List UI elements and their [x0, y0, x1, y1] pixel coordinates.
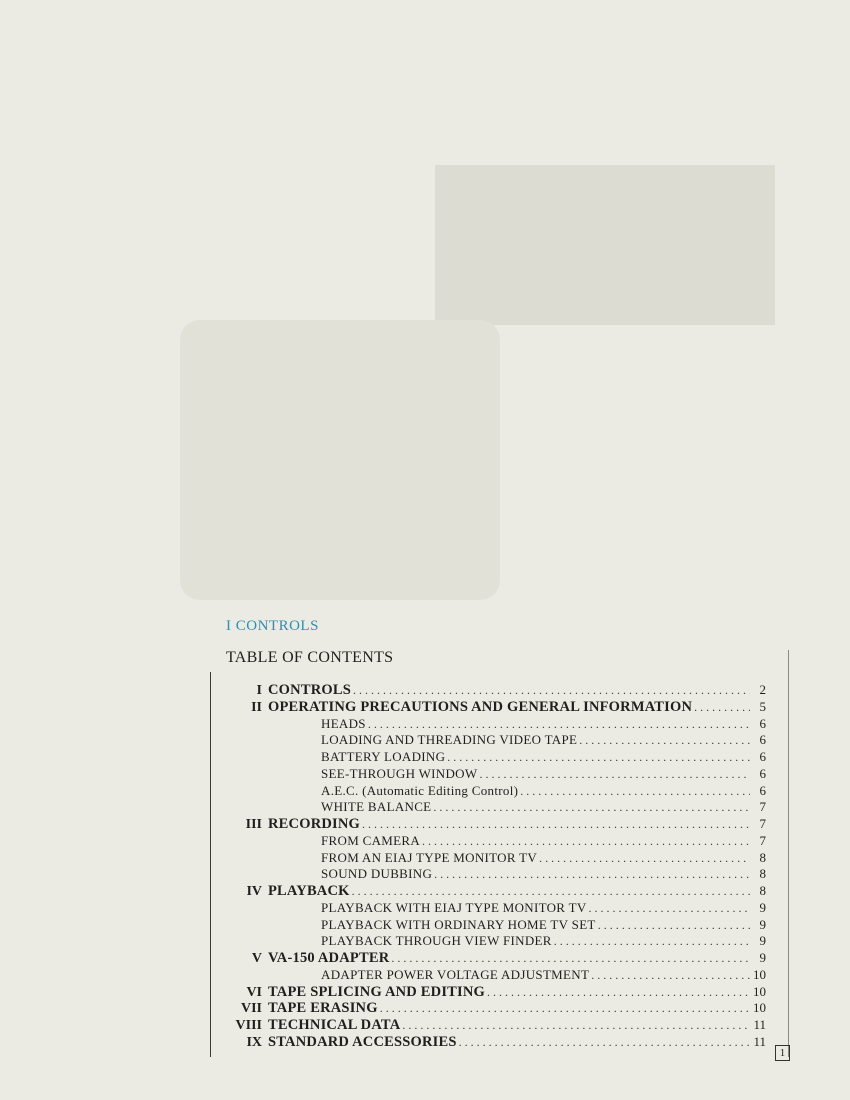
toc-entry-label: ADAPTER POWER VOLTAGE ADJUSTMENT	[321, 966, 590, 982]
toc-entry-page: 7	[759, 816, 766, 831]
toc-entry-page: 8	[759, 866, 766, 882]
toc-entry	[214, 699, 766, 716]
toc-entry	[214, 1017, 766, 1034]
table-of-contents	[214, 682, 766, 1051]
toc-entry-page: 11	[753, 1033, 766, 1049]
toc-leader-dots	[422, 833, 750, 850]
toc-leader-dots	[353, 682, 750, 699]
toc-entry	[214, 883, 766, 900]
toc-entry	[214, 749, 766, 766]
toc-leader-dots	[362, 816, 750, 833]
toc-leader-dots	[459, 1034, 750, 1051]
toc-entry	[214, 984, 766, 1001]
toc-entry-number: II	[251, 699, 262, 715]
toc-entry-label: WHITE BALANCE	[321, 799, 432, 815]
section-heading: I CONTROLS	[226, 618, 319, 634]
toc-leader-dots	[579, 732, 750, 749]
toc-entry-label: PLAYBACK WITH EIAJ TYPE MONITOR TV	[321, 899, 587, 915]
toc-entry-label: HEADS	[321, 715, 366, 731]
toc-entry-label: VA-150 ADAPTER	[268, 950, 390, 966]
toc-title: TABLE OF CONTENTS	[226, 649, 394, 666]
toc-entry-label: PLAYBACK WITH ORDINARY HOME TV SET	[321, 916, 596, 932]
toc-entry-label: FROM CAMERA	[321, 832, 421, 848]
toc-leader-dots	[391, 950, 750, 967]
toc-entry	[214, 682, 766, 699]
toc-entry-page: 6	[759, 749, 766, 764]
toc-entry-page: 9	[759, 933, 766, 949]
toc-entry	[214, 732, 766, 749]
toc-leader-dots	[447, 749, 750, 766]
toc-leader-dots	[380, 1000, 750, 1017]
toc-entry	[214, 1034, 766, 1051]
toc-entry-page: 9	[759, 916, 766, 932]
toc-entry	[214, 933, 766, 950]
toc-leader-dots	[694, 699, 750, 716]
toc-entry	[214, 967, 766, 984]
toc-entry-page: 10	[753, 983, 766, 999]
toc-entry	[214, 833, 766, 850]
toc-entry	[214, 1000, 766, 1017]
toc-entry-number: III	[245, 817, 262, 832]
toc-entry-label: A.E.C. (Automatic Editing Control)	[321, 782, 519, 798]
toc-entry-number: VIII	[235, 1018, 262, 1033]
toc-entry-label: SEE-THROUGH WINDOW	[321, 765, 478, 781]
toc-entry-label: PLAYBACK	[268, 883, 350, 899]
toc-leader-dots	[479, 766, 750, 783]
toc-entry-number: V	[251, 951, 262, 966]
toc-right-rule	[788, 650, 789, 1057]
toc-entry-page: 2	[759, 682, 766, 697]
toc-entry-label: TECHNICAL DATA	[268, 1017, 401, 1033]
toc-leader-dots	[487, 984, 750, 1001]
toc-leader-dots	[591, 967, 750, 984]
toc-entry-page: 10	[753, 1000, 766, 1016]
toc-entry-number: VII	[240, 1001, 262, 1017]
toc-entry	[214, 716, 766, 733]
toc-leader-dots	[434, 866, 750, 883]
toc-entry-page: 7	[759, 799, 766, 815]
toc-entry-label: RECORDING	[268, 816, 361, 832]
toc-leader-dots	[402, 1017, 750, 1034]
toc-entry-page: 6	[759, 732, 766, 748]
toc-entry	[214, 766, 766, 783]
toc-entry-page: 6	[759, 782, 766, 798]
toc-leader-dots	[368, 716, 750, 733]
toc-entry-page: 6	[759, 765, 766, 781]
toc-leader-dots	[554, 933, 750, 950]
bleed-through-panel	[435, 165, 775, 325]
toc-left-rule	[210, 672, 211, 1057]
toc-entry	[214, 917, 766, 934]
toc-entry-page: 5	[759, 698, 766, 714]
toc-entry	[214, 816, 766, 833]
toc-entry-page: 7	[759, 832, 766, 848]
toc-entry	[214, 866, 766, 883]
toc-entry-label: PLAYBACK THROUGH VIEW FINDER	[321, 933, 552, 949]
toc-leader-dots	[433, 799, 750, 816]
toc-entry-label: FROM AN EIAJ TYPE MONITOR TV	[321, 849, 538, 865]
toc-entry-number: I	[256, 683, 262, 698]
toc-entry-page: 9	[759, 899, 766, 915]
toc-entry	[214, 783, 766, 800]
toc-entry-label: TAPE SPLICING AND EDITING	[268, 983, 486, 1000]
page-number: 1	[775, 1045, 790, 1061]
toc-entry	[214, 900, 766, 917]
toc-entry-label: TAPE ERASING	[268, 1000, 378, 1017]
toc-leader-dots	[539, 850, 750, 867]
toc-leader-dots	[589, 900, 750, 917]
toc-entry	[214, 850, 766, 867]
toc-entry-page: 8	[759, 849, 766, 865]
toc-entry-number: VI	[246, 984, 262, 1000]
toc-entry-page: 11	[753, 1017, 766, 1032]
toc-leader-dots	[352, 883, 750, 900]
toc-entry	[214, 950, 766, 967]
toc-entry-page: 9	[759, 950, 766, 965]
toc-entry-label: LOADING AND THREADING VIDEO TAPE	[321, 732, 578, 748]
toc-entry-label: STANDARD ACCESSORIES	[268, 1033, 457, 1050]
toc-entry-number: IV	[246, 884, 262, 899]
toc-entry-label: BATTERY LOADING	[321, 749, 446, 764]
toc-leader-dots	[598, 917, 750, 934]
toc-entry-page: 6	[759, 715, 766, 731]
toc-entry-page: 8	[759, 883, 766, 898]
toc-entry-label: CONTROLS	[268, 682, 351, 698]
toc-entry-page: 10	[753, 966, 766, 982]
toc-entry	[214, 799, 766, 816]
toc-entry-label: SOUND DUBBING	[321, 866, 433, 882]
toc-leader-dots	[520, 783, 750, 800]
toc-entry-label: OPERATING PRECAUTIONS AND GENERAL INFORMATION	[268, 698, 693, 715]
bleed-through-image	[180, 320, 500, 600]
toc-entry-number: IX	[246, 1034, 262, 1050]
